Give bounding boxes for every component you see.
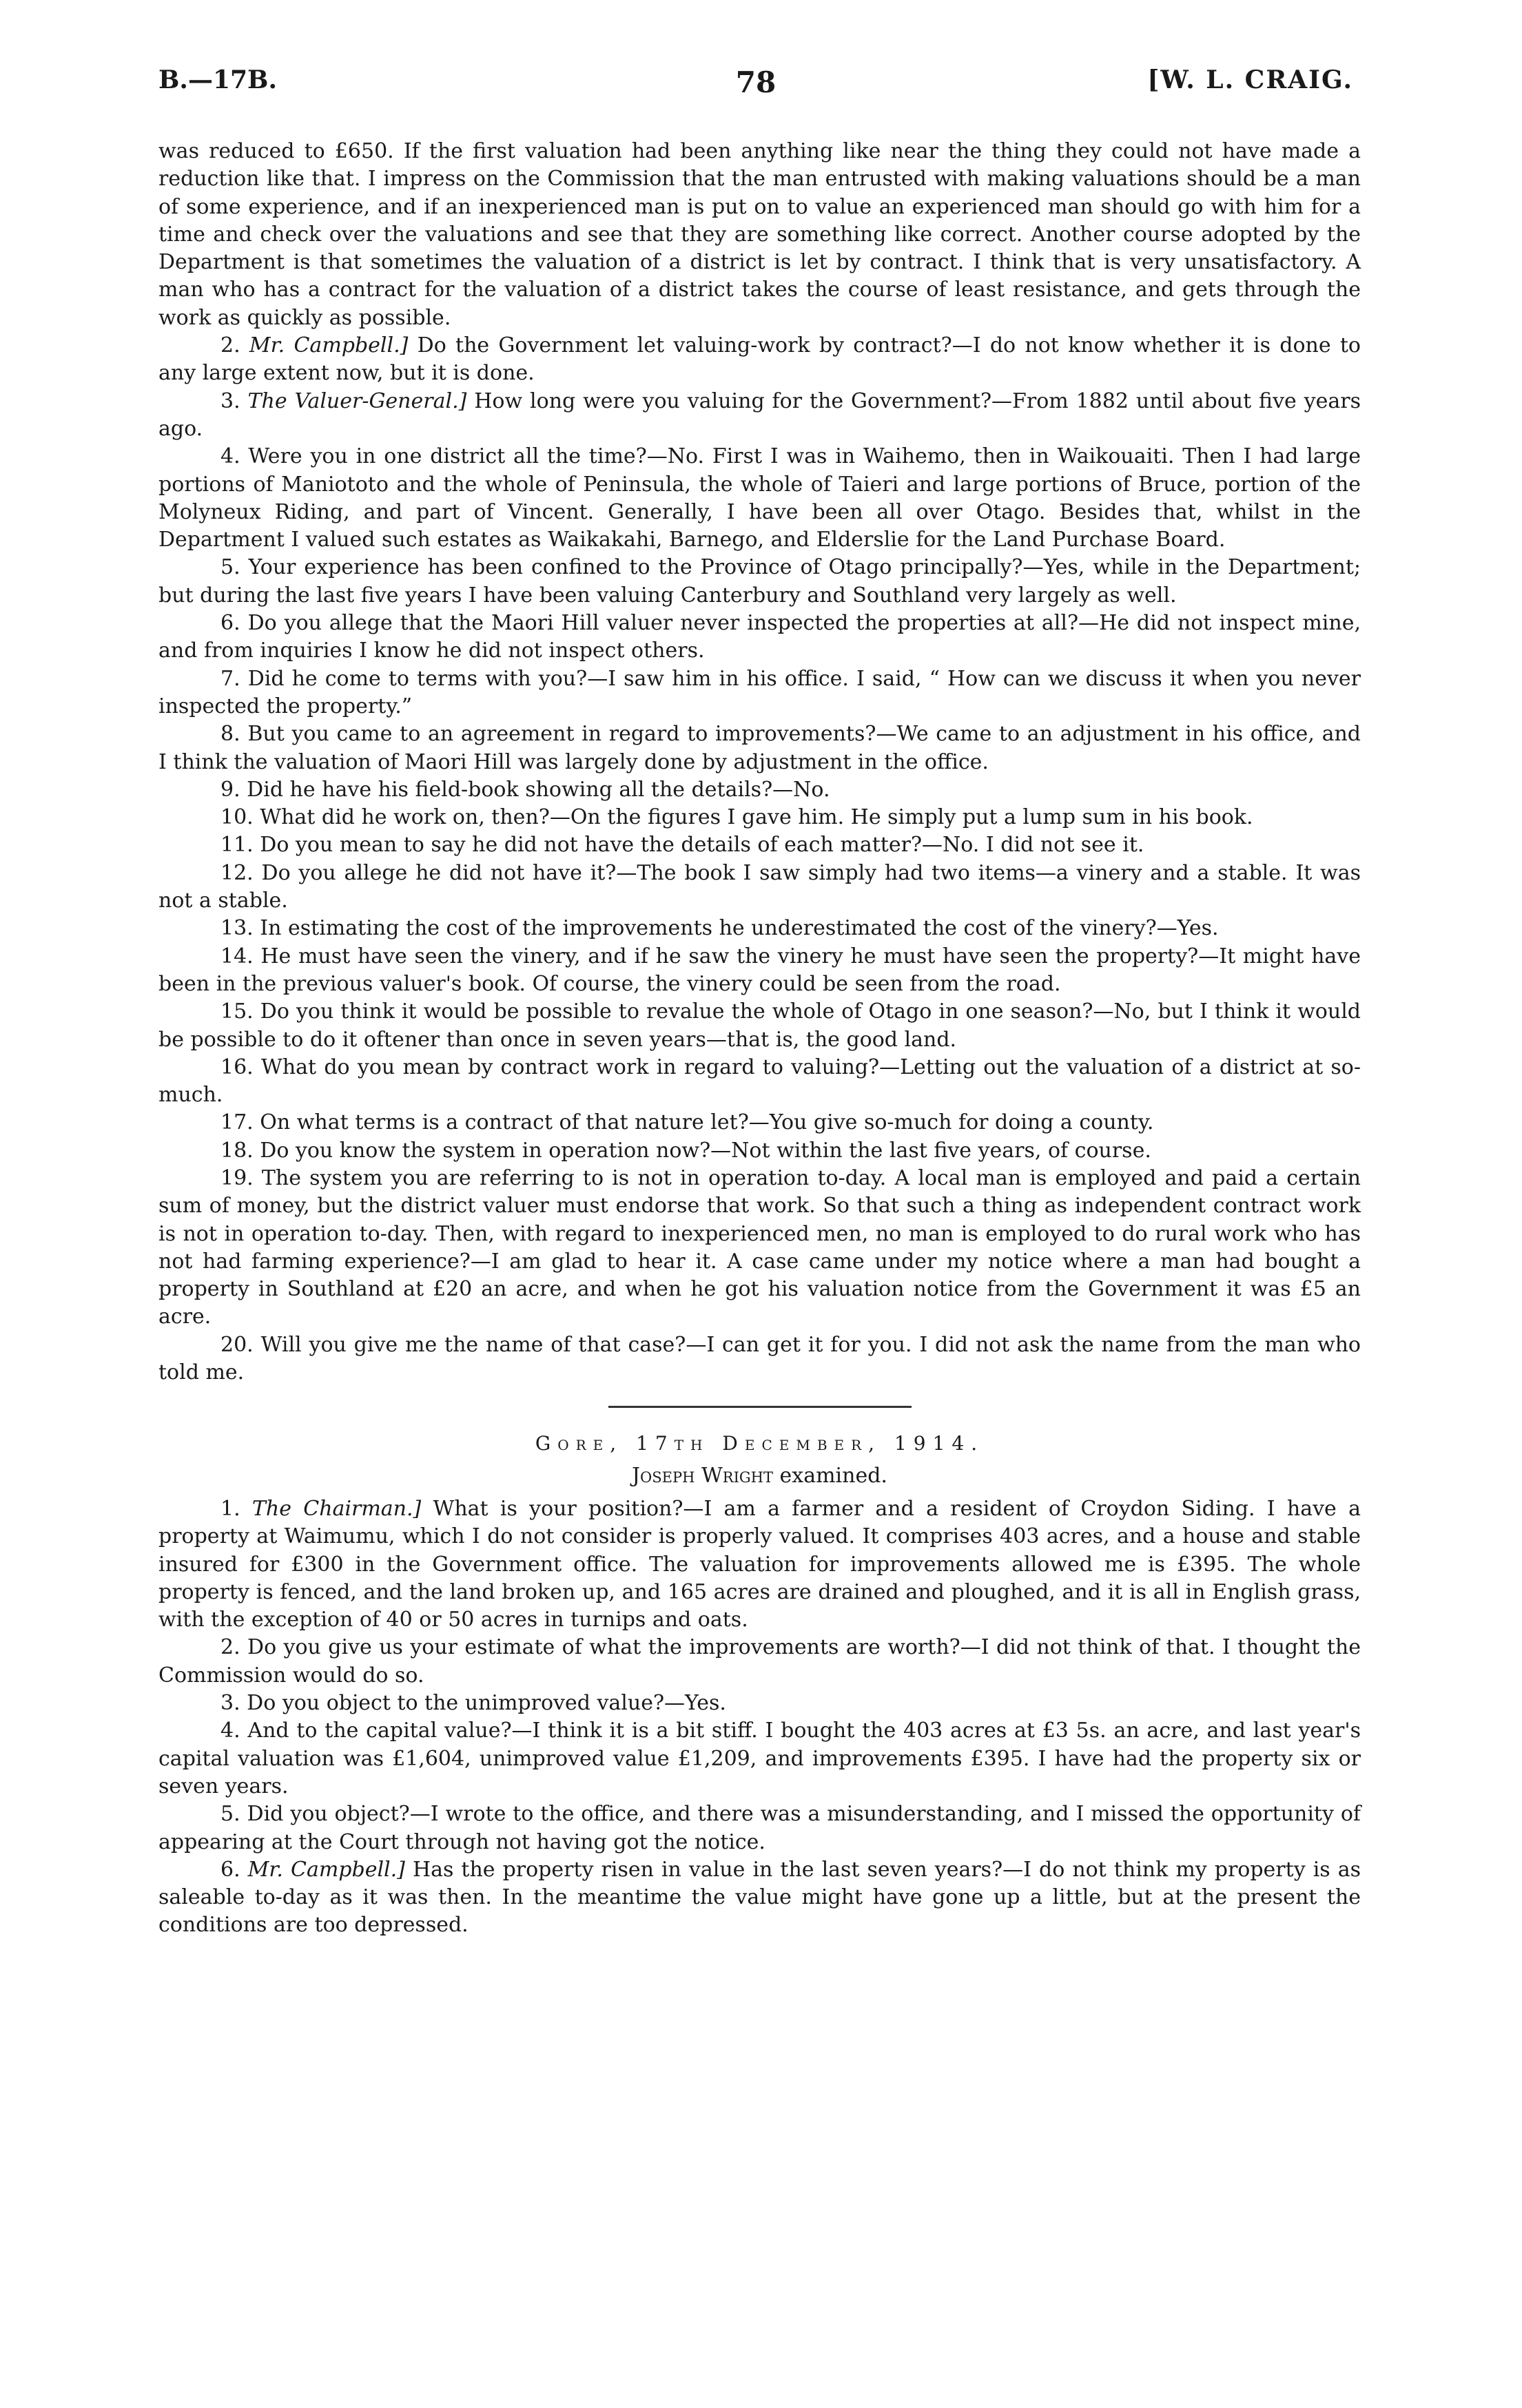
question-text: Did you object?—I wrote to the office, and there was a misunderstanding, and I missed the opportunity of appearing at the Court through not having got the notice. [158,1802,1361,1854]
question-paragraph [158,998,1361,1054]
question-paragraph [158,388,1361,444]
question-text: Were you in one district all the time?—No. First I was in Waihemo, then in Waikouaiti. Then I had large portions of Maniototo and the whole of Peninsula, the whole of Taieri and large portions of Bruce, portion of the Molyneux Riding, and part of Vincent. Generally, I have been all over Otago. Besides that, whilst in the Department I valued such estates as Waikakahi, Barnego, and Elderslie for the Land Purchase Board. [158,444,1361,552]
question-number: 16. [220,1055,254,1079]
question-paragraph [158,554,1361,610]
question-text: Do you give us your estimate of what the improvements are worth?—I did not think of that. I thought the Commission would do so. [158,1635,1361,1688]
question-text: In estimating the cost of the improvements he underestimated the cost of the vinery?—Yes. [260,916,1219,941]
question-text: The system you are referring to is not in operation to-day. A local man is employed and paid a certain sum of money, but the district valuer must endorse that work. So that such a thing as independent contract work is not in operation to-day. Then, with regard to inexperienced men, no man is employed to do rural work who has not had farming experience?—I am glad to hear it. A case came under my notice where a man had bought a property in Southland at £20 an acre, and when he got his valuation notice from the Government it was £5 an acre. [158,1165,1361,1329]
question-paragraph [158,1634,1361,1690]
question-number: 9. [220,777,240,802]
question-number: 13. [220,916,254,941]
question-number: 3. [220,388,240,413]
question-text: Do you allege he did not have it?—The book I saw simply had two items—a vinery and a stable. It was not a stable. [158,860,1361,913]
section-divider [608,1406,912,1408]
question-text: What do you mean by contract work in regard to valuing?—Letting out the valuation of a district at so-much. [158,1055,1361,1108]
question-text: Did he have his field-book showing all the details?—No. [247,777,830,802]
craig-examination [158,332,1361,1387]
question-number: 12. [220,860,254,885]
question-paragraph [158,1690,1361,1717]
question-paragraph [158,804,1361,831]
question-paragraph [158,1856,1361,1940]
question-paragraph [158,1800,1361,1856]
question-number: 1. [220,1496,240,1521]
question-number: 18. [220,1138,254,1163]
question-text: Do the Government let valuing-work by contract?—I do not know whether it is done to any large extent now, but it is done. [158,333,1361,386]
question-text: Do you know the system in operation now?—Not within the last five years, of course. [260,1138,1151,1163]
question-number: 3. [220,1691,240,1716]
question-text: Has the property risen in value in the last seven years?—I do not think my property is as saleable to-day as it was then. In the meantime the value might have gone up a little, but at the present the conditions are too depressed. [158,1857,1361,1938]
question-paragraph [158,1495,1361,1634]
witness-name-header: [W. L. CRAIG. [1147,65,1353,94]
speaker-name: The Valuer-General.] [247,388,467,413]
question-paragraph [158,943,1361,999]
question-text: Do you allege that the Maori Hill valuer never inspected the properties at all?—He did not inspect mine, and from inquiries I know he did not inspect others. [158,611,1361,663]
question-text: Do you think it would be possible to revalue the whole of Otago in one season?—No, but I think it would be possible to do it oftener than once in seven years—that is, the good land. [158,999,1361,1052]
speaker-name: The Chairman.] [251,1496,422,1521]
question-text: Do you mean to say he did not have the details of each matter?—No. I did not see it. [260,833,1144,858]
question-number: 7. [220,666,240,691]
question-number: 19. [220,1165,254,1190]
question-number: 4. [220,444,240,469]
question-paragraph [158,720,1361,776]
speaker-name: Mr. Campbell.] [249,333,409,358]
wright-examination [158,1495,1361,1940]
question-number: 6. [220,1857,240,1882]
question-text: Will you give me the name of that case?—I can get it for you. I did not ask the name from the man who told me. [158,1332,1361,1385]
page-header [158,65,1353,107]
question-paragraph [158,665,1361,721]
question-paragraph [158,332,1361,388]
question-number: 4. [220,1719,240,1743]
question-paragraph [158,1331,1361,1387]
page-number: 78 [735,65,777,99]
question-text: What is your position?—I am a farmer and a resident of Croydon Siding. I have a property at Waimumu, which I do not consider is properly valued. It comprises 403 acres, and a house and stable insured for £300 in the Government office. The valuation for improvements allowed me is £395. The whole property is fenced, and the land broken up, and 165 acres are drained and ploughed, and it is all in English grass, with the exception of 40 or 50 acres in turnips and oats. [158,1496,1361,1632]
question-number: 8. [220,722,240,747]
speaker-name: Mr. Campbell.] [247,1857,405,1882]
question-number: 2. [220,333,240,358]
question-paragraph [158,860,1361,915]
question-number: 2. [220,1635,240,1660]
question-paragraph [158,443,1361,554]
question-text: Do you object to the unimproved value?—Yes. [247,1691,726,1716]
question-number: 17. [220,1110,254,1135]
witness-examined-label: examined. [779,1463,887,1488]
question-number: 20. [220,1332,254,1357]
question-number: 10. [220,805,254,830]
question-text: On what terms is a contract of that nature let?—You give so-much for doing a county. [260,1110,1154,1135]
question-paragraph [158,831,1361,859]
witness-name: Joseph Wright [632,1463,773,1488]
question-number: 11. [220,833,254,858]
question-text: Did he come to terms with you?—I saw him in his office. I said, “ How can we discuss it when you never inspected the property.” [158,666,1361,718]
question-paragraph [158,610,1361,665]
intro-paragraph: was reduced to £650. If the first valuation had been anything like near the thing they could not have made a reduction like that. I impress on the Commission that the man entrusted with making valuations should be a man of some experience, and if an inexperienced man is put on to value an experienced man should go with him for a time and check over the valuations and see that they are something like correct. Another course adopted by the Department is that sometimes the valuation of a district is let by contract. I think that is very unsatisfactory. A man who has a contract for the valuation of a district takes the course of least resistance, and gets through the work as quickly as possible. [158,139,1361,330]
question-number: 15. [220,999,254,1024]
question-text: Your experience has been confined to the Province of Otago principally?—Yes, while in the Department; but during the last five years I have been valuing Canterbury and Southland very largely as well. [158,555,1361,608]
question-paragraph [158,1054,1361,1110]
question-paragraph [158,915,1361,942]
question-paragraph [158,1165,1361,1331]
question-text: He must have seen the vinery, and if he saw the vinery he must have seen the property?—It might have been in the previous valuer's book. Of course, the vinery could be seen from the road. [158,944,1361,996]
question-text: What did he work on, then?—On the figures I gave him. He simply put a lump sum in his book. [260,805,1253,830]
question-number: 14. [220,944,254,968]
question-paragraph [158,776,1361,804]
witness-heading [158,1462,1361,1490]
question-paragraph [158,1137,1361,1165]
question-number: 6. [220,611,240,636]
page-body [158,138,1361,1940]
question-number: 5. [220,555,240,580]
section-title: Gore, 17th December, 1914. [535,1432,985,1455]
question-paragraph [158,1109,1361,1136]
question-text: How long were you valuing for the Government?—From 1882 until about five years ago. [158,388,1361,441]
question-paragraph [158,1717,1361,1800]
parliamentary-paper-reference: B.—17B. [158,65,278,94]
question-number: 5. [220,1802,240,1827]
question-text: But you came to an agreement in regard to improvements?—We came to an adjustment in his office, and I think the valuation of Maori Hill was largely done by adjustment in the office. [158,722,1361,774]
question-text: And to the capital value?—I think it is a bit stiff. I bought the 403 acres at £3 5s. an acre, and last year's capital valuation was £1,604, unimproved value £1,209, and improvements £395. I have had the property six or seven years. [158,1719,1361,1798]
